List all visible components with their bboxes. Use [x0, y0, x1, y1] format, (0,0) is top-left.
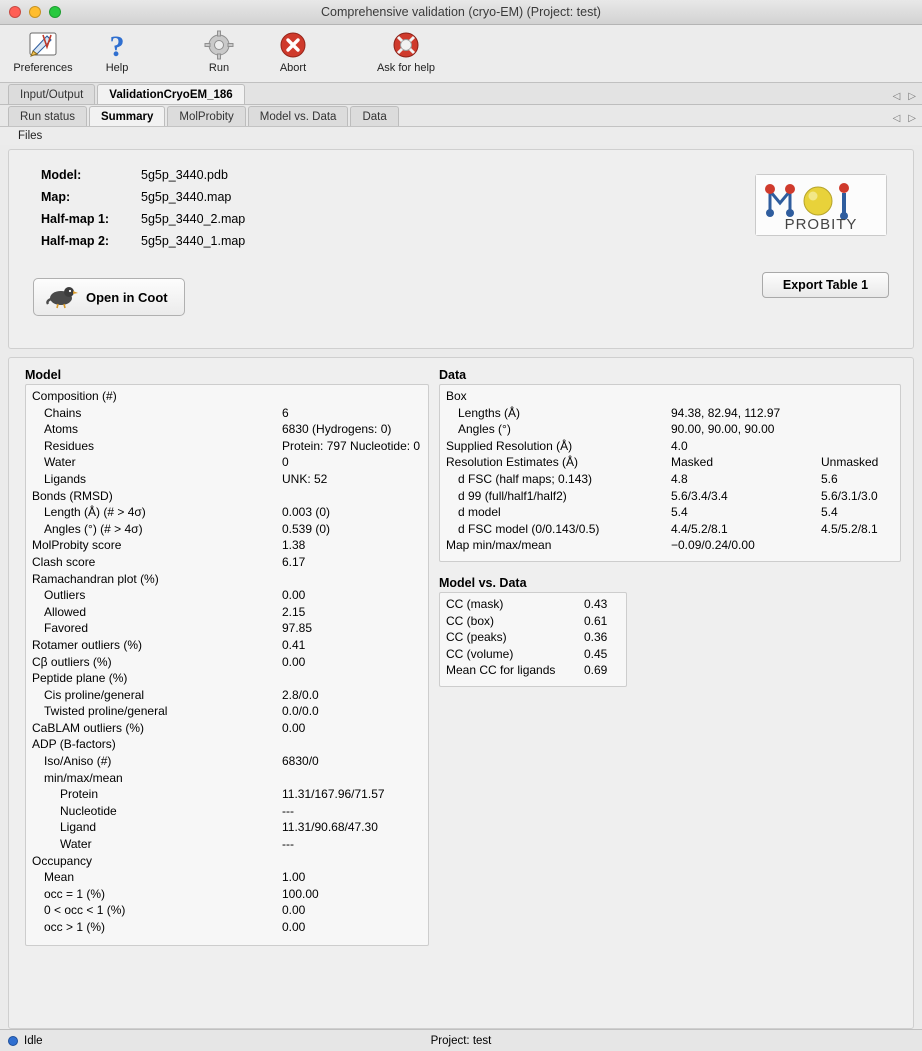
row-label: CC (mask): [446, 596, 504, 611]
row-label: 0 < occ < 1 (%): [44, 903, 126, 918]
row-label: Clash score: [32, 554, 96, 569]
table-row: [446, 406, 892, 423]
file-value: 5g5p_3440_1.map: [141, 234, 246, 248]
table-row: [32, 472, 422, 489]
tab-run-status[interactable]: Run status: [8, 106, 87, 126]
row-label: CaBLAM outliers (%): [32, 720, 145, 735]
data-table: [446, 389, 892, 555]
row-label: Composition (#): [32, 389, 117, 403]
row-value: 11.31/90.68/47.30: [282, 820, 378, 835]
run-gear-icon: [203, 28, 235, 62]
table-row: [446, 422, 892, 439]
sub-tab-scroll-arrows[interactable]: [893, 113, 916, 124]
table-row: [32, 655, 422, 672]
table-row: [32, 721, 422, 738]
row-label: Peptide plane (%): [32, 671, 128, 686]
row-value: 0.539 (0): [282, 521, 331, 536]
row-label: Angles (°) (# > 4σ): [44, 521, 143, 536]
help-button[interactable]: [80, 25, 154, 81]
tab-model-vs-data[interactable]: Model vs. Data: [248, 106, 349, 126]
row-value: [272, 389, 422, 406]
row-value: [272, 737, 422, 754]
row-value-unmasked: [811, 422, 892, 439]
row-label: Cis proline/general: [44, 687, 145, 702]
table-row: [32, 887, 422, 904]
table-row: [446, 489, 892, 506]
svg-text:?: ?: [109, 30, 125, 61]
row-label: Lengths (Å): [458, 405, 521, 420]
row-value: [272, 771, 422, 788]
file-key: Model:: [41, 168, 82, 182]
row-label: Length (Å) (# > 4σ): [44, 505, 146, 520]
row-label: Cβ outliers (%): [32, 654, 112, 669]
run-button[interactable]: [182, 25, 256, 81]
row-value: ---: [282, 803, 294, 818]
files-bar: [0, 127, 922, 145]
table-row: [32, 870, 422, 887]
row-value-unmasked: [811, 406, 892, 423]
row-label: CC (peaks): [446, 630, 507, 645]
table-row: [32, 771, 422, 788]
data-section-title: Data: [439, 368, 467, 382]
table-row: [32, 588, 422, 605]
row-value-masked: [661, 389, 811, 406]
model-vs-data-table: [446, 597, 618, 680]
status-text: Idle: [24, 1034, 43, 1047]
tab-scroll-left-icon[interactable]: ◁: [892, 91, 901, 102]
preferences-icon: [27, 28, 59, 62]
row-label: CC (box): [446, 613, 495, 628]
table-row: [32, 837, 422, 854]
table-row: [446, 647, 618, 664]
row-value-unmasked: 5.6: [821, 471, 838, 486]
molprobity-logo: [755, 174, 887, 236]
open-in-coot-label: Open in Coot: [86, 289, 168, 305]
data-table-frame: [439, 384, 901, 562]
sub-tabstrip: [0, 105, 922, 127]
row-value: 0.00: [282, 903, 306, 918]
row-value: 0.0/0.0: [282, 704, 319, 719]
model-vs-data-title: Model vs. Data: [439, 575, 527, 590]
tab-molprobity[interactable]: MolProbity: [167, 106, 245, 126]
row-label: Water: [44, 455, 76, 470]
row-label: occ = 1 (%): [44, 886, 106, 901]
ask-for-help-label: Ask for help: [376, 62, 436, 74]
row-value: ---: [282, 837, 294, 852]
main-tabstrip: [0, 83, 922, 105]
row-label: ADP (B-factors): [32, 737, 116, 752]
row-value-unmasked: [811, 538, 892, 555]
column-header-unmasked: Unmasked: [821, 455, 879, 470]
table-row: [446, 630, 618, 647]
table-row: [32, 737, 422, 754]
row-value: Protein: 797 Nucleotide: 0: [282, 438, 421, 453]
help-icon: [101, 28, 133, 62]
table-row: [32, 820, 422, 837]
row-label: Water: [60, 837, 92, 852]
row-label: Resolution Estimates (Å): [446, 455, 579, 470]
model-column: [9, 368, 429, 1028]
row-value: 0.45: [584, 646, 608, 661]
tab-input-output[interactable]: Input/Output: [8, 84, 95, 104]
row-label: Ligand: [60, 820, 97, 835]
table-row: [446, 614, 618, 631]
row-value-unmasked: 4.5/5.2/8.1: [821, 521, 878, 536]
row-value: 6830/0: [282, 754, 319, 769]
preferences-button[interactable]: [6, 25, 80, 81]
file-value: 5g5p_3440.map: [141, 190, 232, 204]
subtab-scroll-right-icon[interactable]: ▷: [908, 113, 916, 124]
row-value-masked: 5.6/3.4/3.4: [671, 488, 728, 503]
row-label: Chains: [44, 405, 82, 420]
toolbar: [0, 25, 922, 83]
help-label: Help: [105, 62, 129, 74]
row-label: Occupancy: [32, 853, 93, 868]
abort-icon: [277, 28, 309, 62]
row-label: Ramachandran plot (%): [32, 571, 159, 586]
row-value: 1.38: [282, 538, 306, 553]
row-value: 6.17: [282, 554, 306, 569]
abort-button[interactable]: [256, 25, 330, 81]
row-value: 0.43: [584, 596, 608, 611]
row-value-masked: 5.4: [671, 505, 688, 520]
row-label: Favored: [44, 621, 89, 636]
row-value: 0.00: [282, 654, 306, 669]
row-value: [272, 572, 422, 589]
main-tab-scroll-arrows[interactable]: [893, 91, 916, 102]
window-title: Comprehensive validation (cryo-EM) (Project: test): [321, 5, 601, 19]
row-value: 0.00: [282, 920, 306, 934]
table-row: [32, 455, 422, 472]
status-project: Project: test: [430, 1034, 492, 1047]
model-table-frame: [25, 384, 429, 946]
export-table-label: Export Table 1: [782, 278, 869, 292]
table-row: [32, 754, 422, 771]
row-value: [272, 671, 422, 688]
table-row: [32, 522, 422, 539]
table-row: [32, 389, 422, 406]
row-label: Nucleotide: [60, 803, 117, 818]
row-label: Angles (°): [458, 422, 511, 437]
row-label: Mean: [44, 870, 75, 885]
row-value-unmasked: [811, 439, 892, 456]
files-panel: [8, 149, 914, 349]
table-row: [32, 854, 422, 871]
svg-text:PROBITY: PROBITY: [784, 216, 858, 233]
table-row: [446, 505, 892, 522]
table-row: [32, 688, 422, 705]
row-value: 1.00: [282, 870, 306, 885]
table-row: [32, 920, 422, 937]
table-row: [32, 903, 422, 920]
model-vs-data-frame: [439, 592, 627, 687]
row-value-masked: 4.0: [671, 438, 688, 453]
row-label: Atoms: [44, 422, 79, 437]
table-row: [446, 439, 892, 456]
row-label: min/max/mean: [44, 770, 123, 785]
row-label: d model: [458, 505, 501, 520]
table-row: [32, 621, 422, 638]
table-row: [446, 522, 892, 539]
row-value-masked: 90.00, 90.00, 90.00: [671, 422, 775, 437]
row-label: Bonds (RMSD): [32, 488, 113, 503]
row-label: d 99 (full/half1/half2): [458, 488, 567, 503]
row-label: MolProbity score: [32, 538, 122, 553]
row-value: 0.36: [584, 630, 608, 645]
model-section-title: Model: [25, 368, 62, 382]
table-row: [32, 605, 422, 622]
row-label: Map min/max/mean: [446, 538, 552, 553]
table-row: [32, 671, 422, 688]
row-value: 6830 (Hydrogens: 0): [282, 422, 392, 437]
table-row-header: [446, 455, 892, 472]
ask-for-help-button[interactable]: [358, 25, 454, 81]
row-label: Outliers: [44, 588, 86, 603]
data-column: [429, 368, 913, 1028]
file-value: 5g5p_3440_2.map: [141, 212, 246, 226]
row-value: 100.00: [282, 886, 319, 901]
row-value: 0.00: [282, 588, 306, 603]
row-label: d FSC (half maps; 0.143): [458, 471, 593, 486]
row-label: Box: [446, 389, 467, 403]
row-value-unmasked: [811, 389, 892, 406]
row-label: Twisted proline/general: [44, 704, 168, 719]
row-value: 0.41: [282, 637, 306, 652]
row-label: Rotamer outliers (%): [32, 637, 143, 652]
table-row: [32, 638, 422, 655]
abort-label: Abort: [279, 62, 307, 74]
row-value-masked: 4.4/5.2/8.1: [671, 521, 728, 536]
table-row: [32, 505, 422, 522]
row-value: [272, 854, 422, 871]
subtab-scroll-left-icon[interactable]: ◁: [892, 113, 901, 124]
row-label: d FSC model (0/0.143/0.5): [458, 521, 600, 536]
table-row: [32, 422, 422, 439]
row-value: 0: [282, 455, 289, 470]
table-row: [32, 489, 422, 506]
table-row: [446, 663, 618, 680]
row-value: 11.31/167.96/71.57: [282, 787, 385, 802]
file-key: Map:: [41, 190, 71, 204]
coot-bird-icon: [44, 283, 78, 312]
export-table-button[interactable]: [762, 272, 889, 298]
model-table: [32, 389, 422, 937]
table-row: [32, 439, 422, 456]
row-label: Protein: [60, 787, 99, 802]
row-value: [272, 489, 422, 506]
row-label: Ligands: [44, 471, 87, 486]
row-label: occ > 1 (%): [44, 920, 106, 934]
tab-summary[interactable]: Summary: [89, 106, 165, 126]
preferences-label: Preferences: [13, 62, 73, 74]
table-row: [446, 389, 892, 406]
file-key: Half-map 2:: [41, 234, 110, 248]
row-value-unmasked: 5.6/3.1/3.0: [821, 488, 878, 503]
tab-scroll-right-icon[interactable]: ▷: [908, 91, 916, 102]
column-header-masked: Masked: [671, 455, 714, 470]
table-row: [446, 538, 892, 555]
table-row: [32, 787, 422, 804]
row-label: Residues: [44, 438, 95, 453]
row-label: Mean CC for ligands: [446, 663, 556, 678]
row-value: 6: [282, 405, 289, 420]
table-row: [32, 538, 422, 555]
row-value-masked: 4.8: [671, 471, 688, 486]
row-value: 2.8/0.0: [282, 687, 319, 702]
row-value: 0.00: [282, 720, 306, 735]
run-label: Run: [208, 62, 230, 74]
row-value: 0.69: [584, 663, 608, 678]
files-label: Files: [18, 130, 43, 142]
results-panel: [8, 357, 914, 1029]
row-label: Allowed: [44, 604, 87, 619]
row-value: UNK: 52: [282, 471, 328, 486]
tab-data[interactable]: Data: [350, 106, 398, 126]
row-label: Iso/Aniso (#): [44, 754, 112, 769]
table-row: [32, 572, 422, 589]
lifesaver-icon: [390, 28, 422, 62]
table-row: [446, 472, 892, 489]
row-value-masked: −0.09/0.24/0.00: [671, 538, 755, 553]
row-label: Supplied Resolution (Å): [446, 438, 573, 453]
open-in-coot-button[interactable]: [33, 278, 185, 316]
table-row: [32, 704, 422, 721]
file-key: Half-map 1:: [41, 212, 110, 226]
status-bar: [0, 1029, 922, 1051]
row-value-unmasked: 5.4: [821, 505, 838, 520]
row-value-masked: 94.38, 82.94, 112.97: [671, 405, 781, 420]
file-value: 5g5p_3440.pdb: [141, 168, 228, 182]
row-value: 2.15: [282, 604, 306, 619]
row-label: CC (volume): [446, 646, 514, 661]
table-row: [32, 555, 422, 572]
title-bar: [0, 0, 922, 25]
table-row: [446, 597, 618, 614]
row-value: 0.003 (0): [282, 505, 331, 520]
table-row: [32, 804, 422, 821]
row-value: 97.85: [282, 621, 313, 636]
row-value: 0.61: [584, 613, 608, 628]
table-row: [32, 406, 422, 423]
tab-validation-cryoem[interactable]: ValidationCryoEM_186: [97, 84, 244, 104]
